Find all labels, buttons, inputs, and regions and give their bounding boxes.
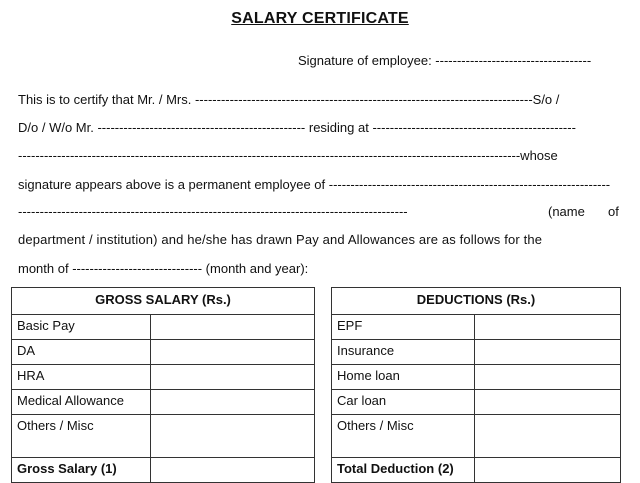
gross-row-label: Basic Pay bbox=[12, 315, 151, 340]
certify-line-1: This is to certify that Mr. / Mrs. ------------------------------------------------------------------------------S/o / bbox=[18, 92, 560, 107]
gross-row-value[interactable] bbox=[151, 415, 315, 458]
gross-total-value[interactable] bbox=[151, 458, 315, 483]
document-title: SALARY CERTIFICATE bbox=[231, 10, 409, 27]
deduction-row-label: Others / Misc bbox=[332, 415, 475, 458]
gross-total-label: Gross Salary (1) bbox=[12, 458, 151, 483]
table-row bbox=[12, 458, 315, 483]
deduction-row-label: Car loan bbox=[332, 390, 475, 415]
deduction-total-value[interactable] bbox=[475, 458, 621, 483]
certify-line-6: department / institution) and he/she has drawn Pay and Allowances are as follows for the bbox=[18, 232, 543, 247]
gross-salary-header: GROSS SALARY (Rs.) bbox=[12, 288, 315, 315]
certify-line-7: month of ------------------------------ (month and year): bbox=[18, 261, 309, 276]
deduction-row-value[interactable] bbox=[475, 365, 621, 390]
certify-line-3: --------------------------------------------------------------------------------------------------------------------whose bbox=[18, 148, 558, 163]
table-row bbox=[332, 365, 621, 390]
employee-signature-line: Signature of employee: ------------------------------------ bbox=[298, 53, 592, 68]
gross-row-label: DA bbox=[12, 340, 151, 365]
table-row bbox=[12, 340, 315, 365]
deduction-row-value[interactable] bbox=[475, 415, 621, 458]
deduction-total-label: Total Deduction (2) bbox=[332, 458, 475, 483]
deduction-row-value[interactable] bbox=[475, 390, 621, 415]
gross-row-label: Others / Misc bbox=[12, 415, 151, 458]
deduction-row-value[interactable] bbox=[475, 340, 621, 365]
certify-line-5-dashes: ------------------------------------------------------------------------------------------ bbox=[18, 204, 408, 219]
certify-line-5-of: of bbox=[608, 204, 619, 219]
table-row bbox=[12, 390, 315, 415]
table-row bbox=[332, 458, 621, 483]
gross-row-label: HRA bbox=[12, 365, 151, 390]
table-row bbox=[332, 340, 621, 365]
deduction-row-label: EPF bbox=[332, 315, 475, 340]
table-row bbox=[12, 315, 315, 340]
certify-line-4: signature appears above is a permanent employee of ----------------------------------------------------------------- bbox=[18, 177, 611, 192]
table-row bbox=[332, 390, 621, 415]
gross-row-value[interactable] bbox=[151, 340, 315, 365]
deduction-row-label: Insurance bbox=[332, 340, 475, 365]
certify-line-2: D/o / W/o Mr. ------------------------------------------------ residing at ----------------------------------------------- bbox=[18, 120, 576, 135]
table-row bbox=[12, 365, 315, 390]
deduction-row-label: Home loan bbox=[332, 365, 475, 390]
table-row bbox=[332, 415, 621, 458]
deductions-header: DEDUCTIONS (Rs.) bbox=[332, 288, 621, 315]
deduction-row-value[interactable] bbox=[475, 315, 621, 340]
gross-salary-table bbox=[11, 287, 315, 483]
certify-line-5-name: (name bbox=[548, 204, 585, 219]
gross-row-label: Medical Allowance bbox=[12, 390, 151, 415]
deductions-table bbox=[331, 287, 621, 483]
gross-row-value[interactable] bbox=[151, 365, 315, 390]
gross-row-value[interactable] bbox=[151, 390, 315, 415]
table-row bbox=[12, 415, 315, 458]
gross-row-value[interactable] bbox=[151, 315, 315, 340]
certify-line-5 bbox=[18, 204, 622, 219]
table-row bbox=[332, 315, 621, 340]
